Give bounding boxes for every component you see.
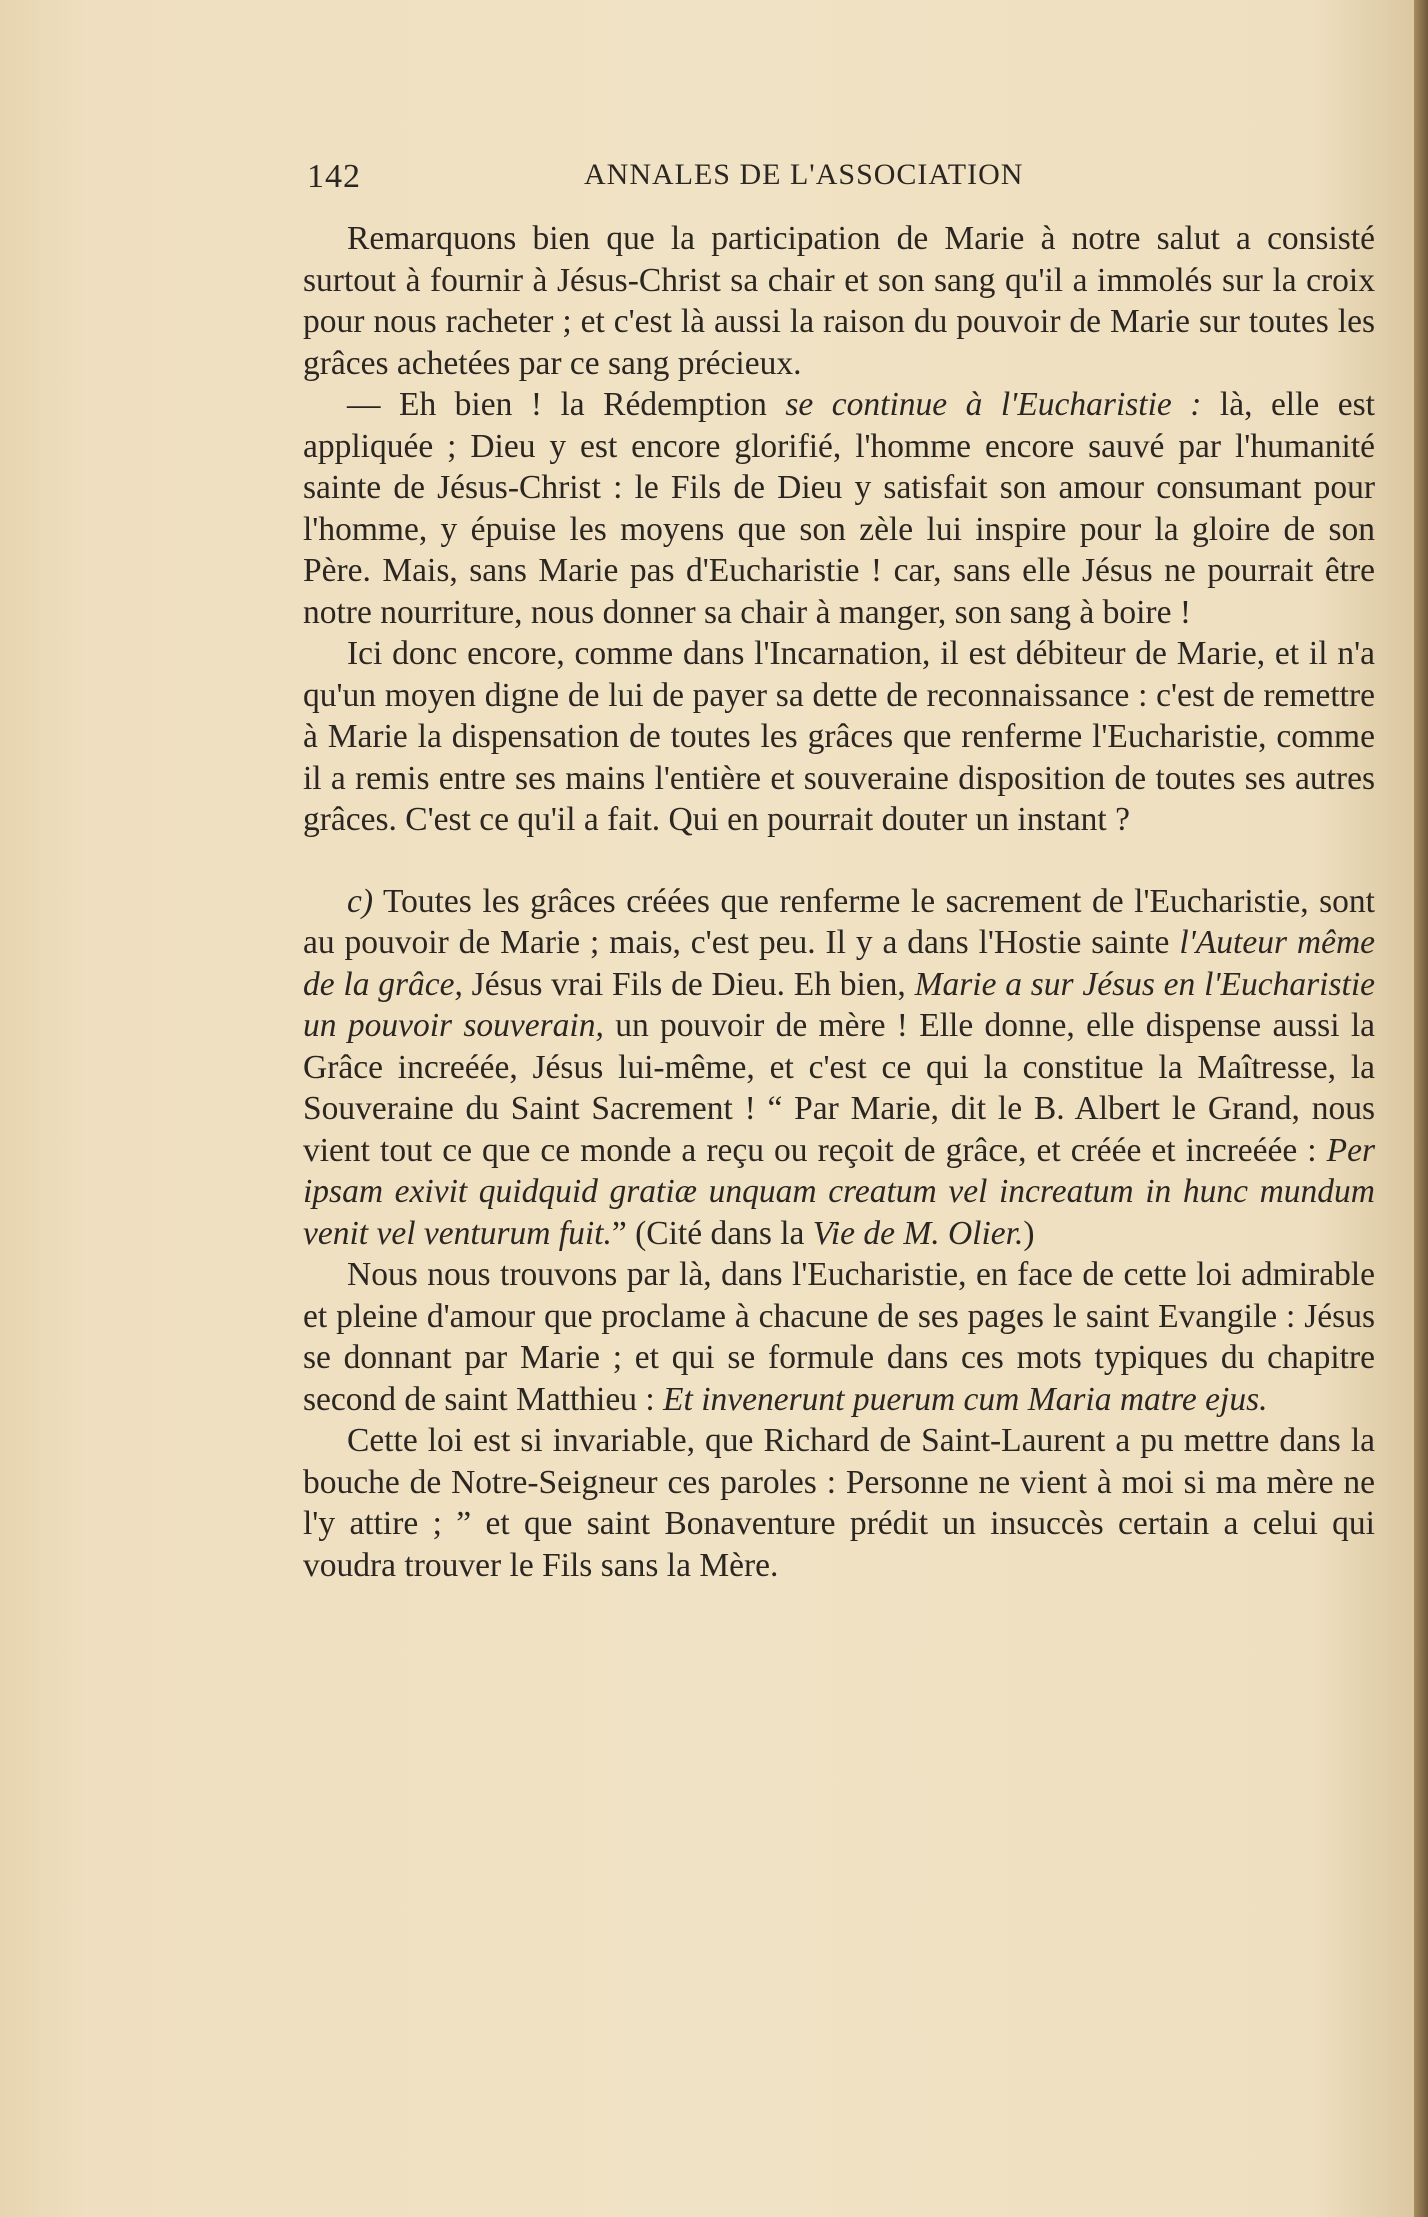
italic-run: se continue à l'Eucharistie : <box>785 386 1202 423</box>
text-run: Cette loi est si invariable, que Richard de Saint-Laurent a pu mettre dans la bouche de Notre-Seigneur ces paroles : Personne ne vient à moi si ma mère ne l'y attire ; ” et que saint Bonaventure prédit un insuccès certain a celui qui voudra trouver le Fils sans la Mère. <box>303 1422 1375 1584</box>
text-run: Ici donc encore, comme dans l'Incarnation, il est débiteur de Marie, et il n'a qu'un moyen digne de lui de payer sa dette de reconnaissance : c'est de remettre à Marie la dispensation de toutes les grâces que renferme l'Eucharistie, comme il a remis entre ses mains l'entière et souveraine disposition de toutes ses autres grâces. C'est ce qu'il a fait. Qui en pourrait douter un instant ? <box>303 635 1375 838</box>
italic-run: Vie de M. Olier. <box>812 1214 1024 1252</box>
text-run: ” (Cité dans la <box>611 1214 813 1252</box>
text-run: Toutes les grâces créées que renferme le sacrement de l'Eucharistie, sont au pouvoir de Marie ; mais, c'est peu. Il y a dans l'Hostie sainte <box>303 882 1375 961</box>
page-body <box>303 218 1375 1586</box>
page-header <box>307 158 1375 198</box>
paragraph-3 <box>303 633 1375 841</box>
page-edge <box>1414 0 1428 2217</box>
paragraph-1 <box>303 218 1375 384</box>
text-run: Remarquons bien que la participation de Marie à notre salut a consisté surtout à fournir à Jésus-Christ sa chair et son sang qu'il a immolés sur la croix pour nous racheter ; et c'est là aussi la raison du pouvoir de Marie sur toutes les grâces achetées par ce sang précieux. <box>303 220 1375 382</box>
text-run: Nous nous trouvons par là, dans l'Eucharistie, en face de cette loi admirable et pleine d'amour que proclame à chacune de ses pages le saint Evangile : Jésus se donnant par Marie ; et qui se formule dans ces mots typiques du chapitre second de saint Matthieu : <box>303 1256 1375 1418</box>
italic-run: Et invenerunt puerum cum Maria matre ejus. <box>663 1380 1268 1418</box>
paragraph-4 <box>303 881 1375 1255</box>
paragraph-6 <box>303 1420 1375 1586</box>
italic-run: Per ipsam exivit quidquid gratiæ unquam creatum vel increatum in hunc mundum venit vel venturum fuit. <box>303 1131 1375 1252</box>
italic-run: l'Auteur même de la grâce, <box>303 924 1376 1003</box>
text-run: un pouvoir de mère ! Elle donne, elle dispense aussi la Grâce increéée, Jésus lui-même, et c'est ce qui la constitue la Maîtresse, la Souveraine du Saint Sacrement ! “ Par Marie, dit le B. Albert le Grand, nous vient tout ce que ce monde a reçu ou reçoit de grâce, et créée et increéée : <box>303 1007 1375 1169</box>
italic-run: Marie a sur Jésus en l'Eucharistie un pouvoir souverain, <box>303 965 1376 1044</box>
text-run: ) <box>1023 1214 1035 1252</box>
italic-run: c) <box>347 882 374 920</box>
paragraph-2 <box>303 384 1375 633</box>
text-run: Jésus vrai Fils de Dieu. Eh bien, <box>462 965 915 1003</box>
text-run: — Eh bien ! la Rédemption <box>347 386 786 423</box>
running-title: ANNALES DE L'ASSOCIATION <box>584 158 1024 191</box>
text-run: là, elle est appliquée ; Dieu y est encore glorifié, l'homme encore sauvé par l'humanité sainte de Jésus-Christ : le Fils de Dieu y satisfait son amour consumant pour l'homme, y épuise les moyens que son zèle lui inspire pour la gloire de son Père. Mais, sans Marie pas d'Eucharistie ! car, sans elle Jésus ne pourrait être notre nourriture, nous donner sa chair à manger, son sang à boire ! <box>303 386 1375 631</box>
paragraph-5 <box>303 1254 1375 1420</box>
page-number: 142 <box>307 158 361 195</box>
